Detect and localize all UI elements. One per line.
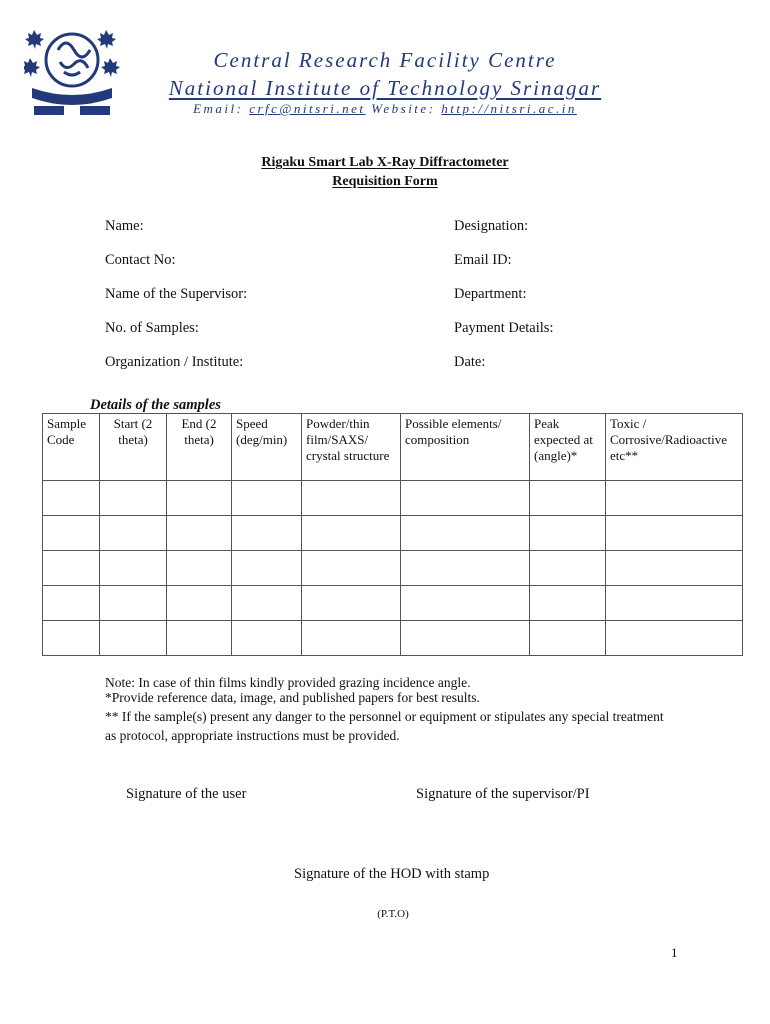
user-signature: Signature of the user <box>126 786 247 802</box>
table-cell[interactable] <box>606 551 743 586</box>
table-cell[interactable] <box>167 551 232 586</box>
table-cell[interactable] <box>43 516 100 551</box>
table-cell[interactable] <box>302 586 401 621</box>
table-cell[interactable] <box>302 551 401 586</box>
table-cell[interactable] <box>232 621 302 656</box>
table-cell[interactable] <box>100 621 167 656</box>
email-id-field[interactable]: Email ID: <box>454 252 512 268</box>
table-row <box>43 516 743 551</box>
table-cell[interactable] <box>232 481 302 516</box>
email-label: Email: <box>193 101 244 116</box>
contact-field[interactable]: Contact No: <box>105 252 176 268</box>
table-cell[interactable] <box>167 516 232 551</box>
website-label: Website: <box>371 101 436 116</box>
website-link[interactable]: http://nitsri.ac.in <box>441 101 577 116</box>
column-header: Sample Code <box>43 414 100 481</box>
table-cell[interactable] <box>43 481 100 516</box>
form-subtitle: Requisition Form <box>332 174 438 189</box>
table-cell[interactable] <box>401 621 530 656</box>
table-cell[interactable] <box>606 516 743 551</box>
table-header-row <box>43 414 743 481</box>
samples-count-field[interactable]: No. of Samples: <box>105 320 199 336</box>
table-cell[interactable] <box>530 481 606 516</box>
table-row <box>43 586 743 621</box>
column-header: Powder/thin film/SAXS/ crystal structure <box>302 414 401 481</box>
table-cell[interactable] <box>302 621 401 656</box>
table-cell[interactable] <box>530 621 606 656</box>
table-row <box>43 621 743 656</box>
table-cell[interactable] <box>100 481 167 516</box>
table-cell[interactable] <box>232 586 302 621</box>
table-row <box>43 551 743 586</box>
page-number: 1 <box>671 945 678 960</box>
supervisor-signature: Signature of the supervisor/PI <box>416 786 590 802</box>
table-cell[interactable] <box>232 516 302 551</box>
table-cell[interactable] <box>167 621 232 656</box>
column-header: End (2 theta) <box>167 414 232 481</box>
column-header: Toxic / Corrosive/Radioactive etc** <box>606 414 743 481</box>
table-cell[interactable] <box>100 586 167 621</box>
header-subtitle: National Institute of Technology Srinagar <box>168 76 602 100</box>
table-cell[interactable] <box>100 516 167 551</box>
header-title: Central Research Facility Centre <box>213 48 557 72</box>
table-cell[interactable] <box>100 551 167 586</box>
details-heading: Details of the samples <box>90 397 221 413</box>
table-cell[interactable] <box>302 481 401 516</box>
hod-signature: Signature of the HOD with stamp <box>294 866 490 882</box>
note-line-4: as protocol, appropriate instructions must be provided. <box>105 728 400 743</box>
table-cell[interactable] <box>232 551 302 586</box>
table-cell[interactable] <box>530 516 606 551</box>
designation-field[interactable]: Designation: <box>454 218 529 234</box>
samples-table <box>42 413 743 656</box>
form-title: Rigaku Smart Lab X-Ray Diffractometer <box>261 155 509 170</box>
table-body <box>43 481 743 656</box>
table-row <box>43 481 743 516</box>
table-cell[interactable] <box>43 621 100 656</box>
table-cell[interactable] <box>401 516 530 551</box>
note-line-3: ** If the sample(s) present any danger to the personnel or equipment or stipulates any special treatment <box>105 709 664 724</box>
department-field[interactable]: Department: <box>454 286 527 302</box>
payment-field[interactable]: Payment Details: <box>454 320 554 336</box>
table-cell[interactable] <box>167 481 232 516</box>
table-cell[interactable] <box>606 586 743 621</box>
table-cell[interactable] <box>530 586 606 621</box>
organization-field[interactable]: Organization / Institute: <box>105 354 244 370</box>
supervisor-field[interactable]: Name of the Supervisor: <box>105 286 248 302</box>
table-cell[interactable] <box>43 551 100 586</box>
table-cell[interactable] <box>606 621 743 656</box>
table-cell[interactable] <box>401 551 530 586</box>
column-header: Peak expected at (angle)* <box>530 414 606 481</box>
pto-label: (P.T.O) <box>377 908 409 920</box>
email-link[interactable]: crfc@nitsri.net <box>249 101 366 116</box>
table-cell[interactable] <box>43 586 100 621</box>
table-cell[interactable] <box>401 586 530 621</box>
table-cell[interactable] <box>401 481 530 516</box>
name-field[interactable]: Name: <box>105 218 144 234</box>
table-cell[interactable] <box>167 586 232 621</box>
table-cell[interactable] <box>530 551 606 586</box>
column-header: Start (2 theta) <box>100 414 167 481</box>
note-line-2: *Provide reference data, image, and published papers for best results. <box>105 690 480 705</box>
institute-logo <box>24 22 120 118</box>
column-header: Speed (deg/min) <box>232 414 302 481</box>
table-cell[interactable] <box>302 516 401 551</box>
header-contact <box>150 101 620 117</box>
table-cell[interactable] <box>606 481 743 516</box>
note-line-1: Note: In case of thin films kindly provided grazing incidence angle. <box>105 675 471 690</box>
date-field[interactable]: Date: <box>454 354 486 370</box>
column-header: Possible elements/ composition <box>401 414 530 481</box>
